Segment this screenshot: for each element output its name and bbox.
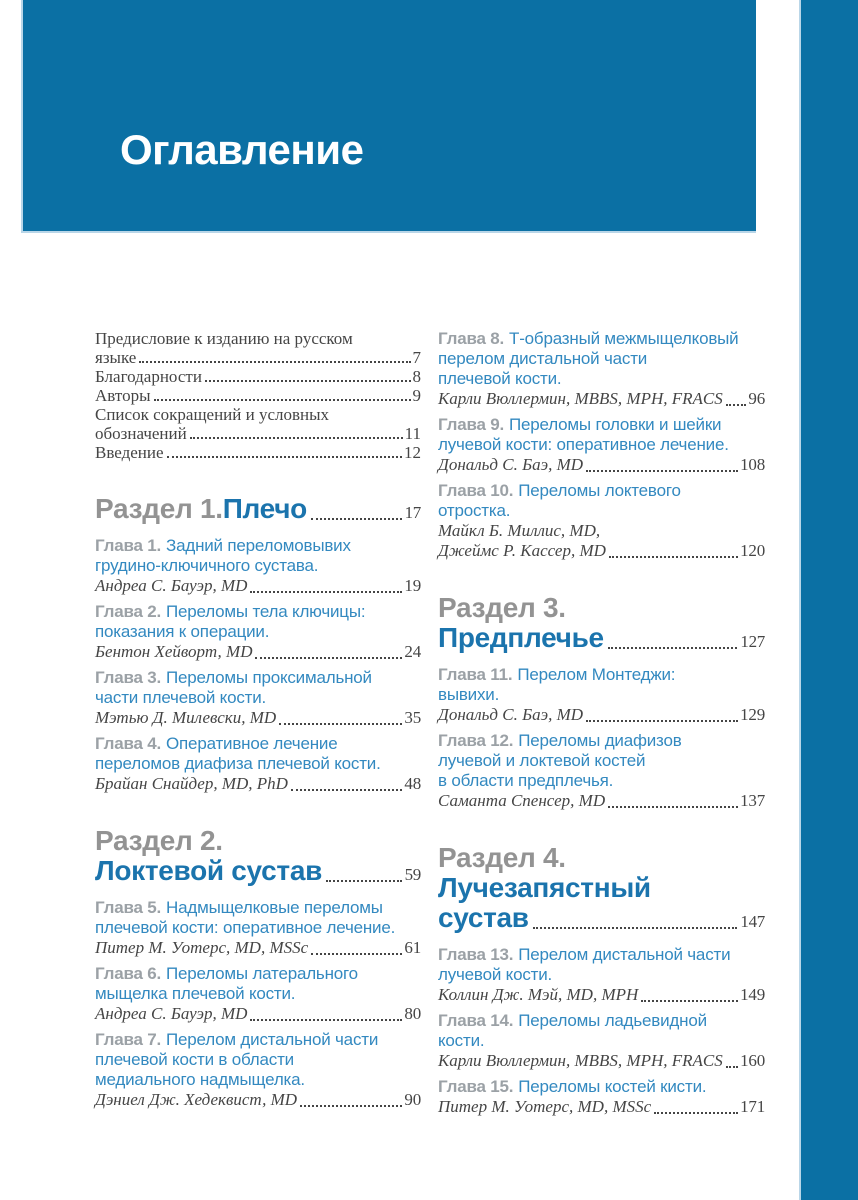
page-number: 149: [740, 985, 765, 1004]
dot-leader: [139, 361, 410, 363]
front-matter: [95, 329, 421, 462]
toc-line: [95, 1070, 421, 1090]
section-number: Раздел 4.: [438, 842, 566, 873]
chapter-number: Глава 13.: [438, 945, 514, 964]
chapter-entry: [438, 945, 765, 1005]
chapter-title: переломов диафиза плечевой кости.: [95, 754, 381, 773]
section-title: Предплечье: [438, 622, 604, 653]
entry-label: Предисловие к изданию на русском: [95, 329, 353, 348]
chapter-entry: [438, 481, 765, 561]
chapter-entry: [95, 734, 421, 794]
toc-line: [438, 771, 765, 791]
chapter-number: Глава 9.: [438, 415, 505, 434]
author-name: Коллин Дж. Мэй, MD, MPH: [438, 985, 639, 1004]
section-title: Локтевой сустав: [95, 855, 323, 886]
chapter-title: Переломы диафизов: [518, 731, 682, 750]
dot-leader: [533, 927, 738, 929]
toc-line: [438, 349, 765, 369]
toc-line: [95, 668, 421, 688]
toc-line: [95, 424, 421, 443]
page-number: 35: [404, 708, 421, 727]
chapter-number: Глава 15.: [438, 1077, 514, 1096]
page-title: Оглавление: [120, 126, 364, 173]
toc-line: [438, 1031, 765, 1051]
chapter-title: Переломы тела ключицы:: [166, 602, 366, 621]
chapter-title: перелом дистальной части: [438, 349, 648, 368]
chapter-title: медиального надмыщелка.: [95, 1070, 305, 1089]
author-name: Саманта Спенсер, MD: [438, 791, 606, 810]
dot-leader: [586, 470, 738, 472]
page-number: 8: [412, 367, 421, 386]
chapter-number: Глава 5.: [95, 898, 162, 917]
toc-line: [438, 1051, 765, 1071]
toc-line: [438, 329, 765, 349]
toc-line: [95, 386, 421, 405]
dot-leader: [311, 953, 402, 955]
toc-line: [438, 685, 765, 705]
toc-line: [438, 965, 765, 985]
section-number: Раздел 1.: [95, 493, 223, 524]
entry-label: языке: [95, 348, 137, 367]
toc-line: [438, 389, 765, 409]
toc-line: [95, 1090, 421, 1110]
section-title: Плечо: [222, 493, 307, 524]
chapter-entry: [438, 415, 765, 475]
page-number: 61: [404, 938, 421, 957]
section-title: сустав: [438, 902, 529, 933]
dot-leader: [726, 1066, 738, 1068]
toc-line: [95, 1050, 421, 1070]
page-number: 171: [740, 1097, 765, 1116]
toc-column-left: [95, 329, 421, 1116]
header-band: [21, 0, 756, 233]
front-matter-entry: [95, 405, 421, 443]
toc-line: [95, 734, 421, 754]
toc-line: [438, 481, 765, 501]
chapter-entry: [438, 1077, 765, 1117]
toc-line: [95, 898, 421, 918]
toc-line: [95, 405, 421, 424]
chapter-entry: [438, 1011, 765, 1071]
chapter-title: в области предплечья.: [438, 771, 614, 790]
dot-leader: [250, 1019, 402, 1021]
page-number: 24: [404, 642, 421, 661]
author-name: Дональд С. Баэ, MD: [438, 455, 584, 474]
dot-leader: [250, 591, 402, 593]
dot-leader: [154, 399, 411, 401]
toc-line: [438, 435, 765, 455]
author-name: Дэниел Дж. Хедеквист, MD: [95, 1090, 298, 1109]
toc-line: [95, 688, 421, 708]
toc-line: [95, 642, 421, 662]
toc-line: [438, 665, 765, 685]
page-number: 108: [740, 455, 765, 474]
toc-line: [438, 521, 765, 541]
chapter-title: мыщелка плечевой кости.: [95, 984, 296, 1003]
chapter-title: грудино-ключичного сустава.: [95, 556, 319, 575]
toc-line: [95, 1004, 421, 1024]
dot-leader: [255, 657, 402, 659]
toc-line: [438, 1097, 765, 1117]
chapter-entry: [95, 602, 421, 662]
toc-line: [95, 622, 421, 642]
chapter-entry: [95, 668, 421, 728]
chapter-number: Глава 4.: [95, 734, 162, 753]
toc-line: [95, 918, 421, 938]
toc-line: [95, 938, 421, 958]
page-number: 90: [404, 1090, 421, 1109]
chapter-title: плечевой кости в области: [95, 1050, 294, 1069]
toc-line: [95, 964, 421, 984]
toc-line: [95, 856, 421, 890]
author-name: Питер М. Уотерс, MD, MSSc: [438, 1097, 652, 1116]
front-matter-entry: [95, 367, 421, 386]
chapter-title: Переломы костей кисти.: [518, 1077, 707, 1096]
chapter-title: плечевой кости.: [438, 369, 562, 388]
entry-label: Список сокращений и условных: [95, 405, 330, 424]
page-number: 48: [404, 774, 421, 793]
front-matter-entry: [95, 386, 421, 405]
page-number: 7: [412, 348, 421, 367]
section-number: Раздел 3.: [438, 592, 566, 623]
toc-line: [438, 541, 765, 561]
chapter-number: Глава 10.: [438, 481, 514, 500]
dot-leader: [641, 1000, 738, 1002]
dot-leader: [167, 456, 402, 458]
toc-line: [95, 329, 421, 348]
page-number: 129: [740, 705, 765, 724]
section-title: Лучезапястный: [438, 872, 651, 903]
dot-leader: [586, 720, 738, 722]
section-number: Раздел 2.: [95, 825, 223, 856]
dot-leader: [300, 1105, 402, 1107]
page-number: 59: [404, 865, 421, 884]
toc-line: [438, 623, 765, 657]
author-name: Джеймс Р. Кассер, MD: [438, 541, 606, 560]
chapter-entry: [95, 536, 421, 596]
toc-line: [438, 985, 765, 1005]
page-number: 127: [740, 632, 765, 651]
author-name: Дональд С. Баэ, MD: [438, 705, 584, 724]
chapter-number: Глава 8.: [438, 329, 505, 348]
dot-leader: [205, 380, 411, 382]
toc-line: [438, 369, 765, 389]
chapter-entry: [438, 329, 765, 409]
section-heading: [438, 843, 765, 937]
toc-line: [438, 731, 765, 751]
entry-label: обозначений: [95, 424, 187, 443]
toc-line: [438, 791, 765, 811]
toc-line: [95, 774, 421, 794]
page-number: 120: [740, 541, 765, 560]
chapter-entry: [438, 665, 765, 725]
toc-line: [95, 1030, 421, 1050]
toc-line: [438, 843, 765, 873]
dot-leader: [279, 723, 402, 725]
toc-line: [438, 501, 765, 521]
toc-line: [438, 415, 765, 435]
chapter-title: лучевой и локтевой костей: [438, 751, 646, 770]
toc-line: [438, 1011, 765, 1031]
dot-leader: [190, 437, 403, 439]
chapter-number: Глава 2.: [95, 602, 162, 621]
dot-leader: [326, 880, 402, 882]
chapter-title: Оперативное лечение: [166, 734, 338, 753]
chapter-entry: [95, 1030, 421, 1110]
chapter-title: лучевой кости: оперативное лечение.: [438, 435, 729, 454]
chapter-entry: [438, 731, 765, 811]
chapter-entry: [95, 964, 421, 1024]
author-name: Андреа С. Бауэр, MD: [95, 576, 248, 595]
chapter-title: Надмыщелковые переломы: [166, 898, 383, 917]
front-matter-entry: [95, 329, 421, 367]
dot-leader: [608, 647, 738, 649]
section-heading: [95, 494, 421, 528]
dot-leader: [726, 404, 747, 406]
toc-line: [95, 708, 421, 728]
chapter-title: Т-образный межмыщелковый: [509, 329, 739, 348]
page-number: 96: [748, 389, 765, 408]
toc-line: [95, 443, 421, 462]
dot-leader: [654, 1112, 738, 1114]
chapter-title: показания к операции.: [95, 622, 270, 641]
chapter-title: Переломы проксимальной: [166, 668, 372, 687]
chapter-number: Глава 14.: [438, 1011, 514, 1030]
dot-leader: [291, 789, 402, 791]
chapter-title: вывихи.: [438, 685, 500, 704]
author-name: Питер М. Уотерс, MD, MSSc: [95, 938, 309, 957]
chapter-number: Глава 7.: [95, 1030, 162, 1049]
author-name: Карли Вюллермин, MBBS, MPH, FRACS: [438, 1051, 723, 1070]
toc-line: [95, 536, 421, 556]
toc-line: [438, 1077, 765, 1097]
dot-leader: [609, 556, 738, 558]
page-number: 9: [412, 386, 421, 405]
page-number: 147: [740, 912, 765, 931]
page-number: 12: [404, 443, 421, 462]
toc-line: [95, 754, 421, 774]
section-side-tab: [799, 0, 858, 1200]
section-heading: [438, 593, 765, 657]
page-number: 19: [404, 576, 421, 595]
chapter-title: лучевой кости.: [438, 965, 553, 984]
chapter-number: Глава 6.: [95, 964, 162, 983]
toc-line: [95, 556, 421, 576]
page-number: 160: [740, 1051, 765, 1070]
page-number: 17: [404, 503, 421, 522]
chapter-title: Перелом дистальной части: [166, 1030, 379, 1049]
toc-line: [95, 826, 421, 856]
entry-label: Благодарности: [95, 367, 202, 386]
author-name: Мэтью Д. Милевски, MD: [95, 708, 277, 727]
page-number: 80: [404, 1004, 421, 1023]
toc-line: [95, 984, 421, 1004]
front-matter-entry: [95, 443, 421, 462]
chapter-title: Переломы головки и шейки: [509, 415, 722, 434]
chapter-title: отростка.: [438, 501, 511, 520]
toc-line: [438, 945, 765, 965]
toc-line: [438, 751, 765, 771]
chapter-title: Перелом дистальной части: [518, 945, 731, 964]
toc-line: [438, 593, 765, 623]
chapter-number: Глава 11.: [438, 665, 513, 684]
chapter-number: Глава 12.: [438, 731, 514, 750]
toc-line: [95, 494, 421, 528]
toc-line: [438, 903, 765, 937]
toc-line: [95, 348, 421, 367]
toc-line: [438, 705, 765, 725]
toc-line: [95, 602, 421, 622]
dot-leader: [608, 806, 738, 808]
toc-line: [95, 367, 421, 386]
chapter-title: кости.: [438, 1031, 485, 1050]
chapter-title: Задний переломовывих: [166, 536, 351, 555]
chapter-title: Переломы ладьевидной: [518, 1011, 707, 1030]
entry-label: Введение: [95, 443, 164, 462]
page-number: 137: [740, 791, 765, 810]
chapter-title: части плечевой кости.: [95, 688, 267, 707]
toc-column-right: [438, 329, 765, 1123]
author-name: Бентон Хейворт, MD: [95, 642, 253, 661]
author-name: Андреа С. Бауэр, MD: [95, 1004, 248, 1023]
chapter-entry: [95, 898, 421, 958]
author-name: Брайан Снайдер, MD, PhD: [95, 774, 288, 793]
chapter-number: Глава 3.: [95, 668, 162, 687]
author-name: Карли Вюллермин, MBBS, MPH, FRACS: [438, 389, 723, 408]
chapter-title: плечевой кости: оперативное лечение.: [95, 918, 396, 937]
chapter-title: Переломы латерального: [166, 964, 358, 983]
author-name: Майкл Б. Миллис, MD,: [438, 521, 601, 540]
page-number: 11: [404, 424, 421, 443]
entry-label: Авторы: [95, 386, 151, 405]
chapter-title: Перелом Монтеджи:: [517, 665, 676, 684]
toc-line: [95, 576, 421, 596]
toc-line: [438, 873, 765, 903]
chapter-number: Глава 1.: [95, 536, 162, 555]
toc-line: [438, 455, 765, 475]
chapter-title: Переломы локтевого: [518, 481, 681, 500]
dot-leader: [311, 518, 402, 520]
section-heading: [95, 826, 421, 890]
